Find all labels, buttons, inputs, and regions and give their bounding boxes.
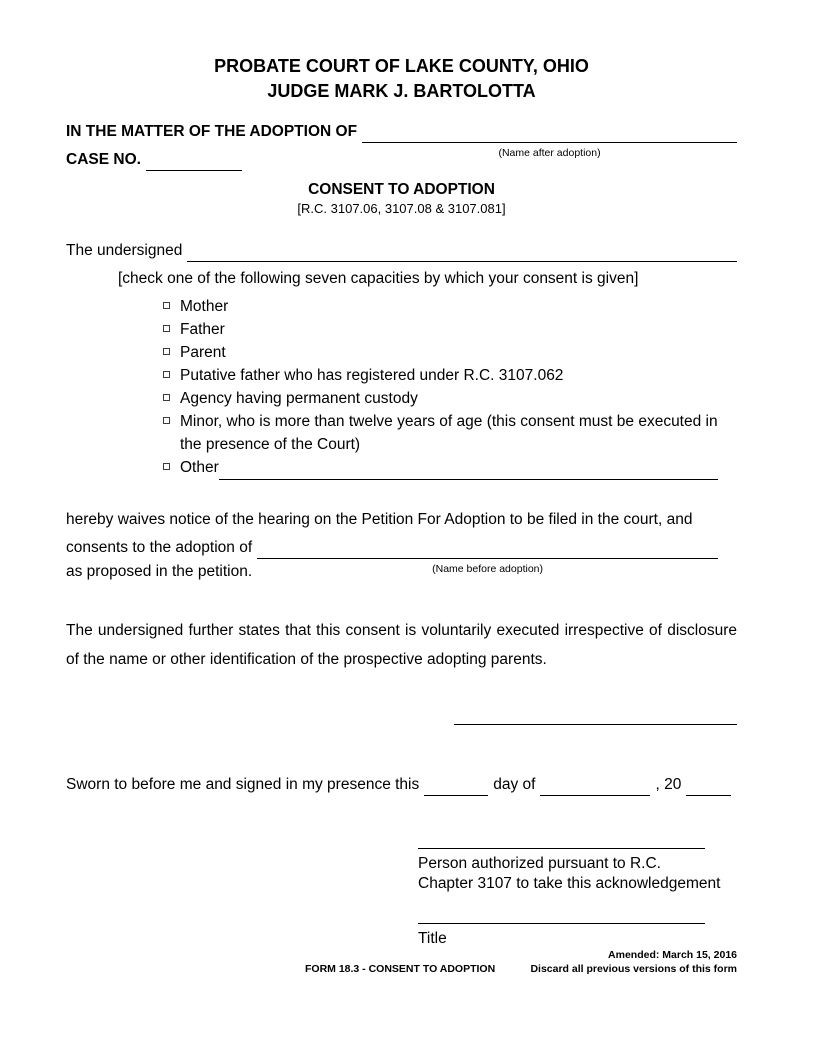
matter-label: IN THE MATTER OF THE ADOPTION OF <box>66 123 358 140</box>
voluntary-paragraph: The undersigned further states that this consent is voluntarily executed irrespective of disclosure of the name or other identification of the prospective adopting parents. <box>66 622 737 668</box>
checkbox-icon[interactable] <box>163 302 170 309</box>
sworn-statement <box>66 775 737 796</box>
checkbox-icon[interactable] <box>163 325 170 332</box>
capacity-label: Father <box>180 321 225 338</box>
other-capacity-field[interactable] <box>219 456 718 480</box>
footer-bottom-row <box>66 962 737 976</box>
checkbox-icon[interactable] <box>163 394 170 401</box>
capacity-label: Parent <box>180 344 226 361</box>
sworn-lead-text: Sworn to before me and signed in my presence this <box>66 776 420 793</box>
capacity-option-putative-father[interactable] <box>163 364 737 387</box>
discard-note: Discard all previous versions of this form <box>530 963 737 975</box>
capacity-option-agency[interactable] <box>163 387 737 410</box>
capacity-option-minor[interactable] <box>163 410 737 456</box>
case-no-field[interactable] <box>146 150 242 171</box>
authorized-caption-line2: Chapter 3107 to take this acknowledgement <box>418 874 721 892</box>
capacity-option-parent[interactable] <box>163 341 737 364</box>
capacity-label: Putative father who has registered under R.C. 3107.062 <box>180 367 564 384</box>
capacity-label: Other <box>180 459 219 476</box>
form-title-block <box>66 180 737 218</box>
judge-name: JUDGE MARK J. BARTOLOTTA <box>267 81 536 101</box>
capacity-label: Agency having permanent custody <box>180 390 418 407</box>
consenting-signature-line[interactable] <box>454 724 737 725</box>
form-number-label: FORM 18.3 - CONSENT TO ADOPTION <box>305 963 496 975</box>
capacity-option-other[interactable] <box>163 456 737 480</box>
name-before-caption: (Name before adoption) <box>432 563 544 575</box>
form-footer <box>66 948 737 976</box>
day-field[interactable] <box>424 775 488 796</box>
day-of-text: day of <box>493 776 536 793</box>
title-signature-line[interactable] <box>418 923 705 924</box>
form-title: CONSENT TO ADOPTION <box>308 181 495 198</box>
year-prefix-text: , 20 <box>655 776 682 793</box>
acknowledgement-block <box>418 848 737 949</box>
title-label: Title <box>418 930 447 947</box>
undersigned-label: The undersigned <box>66 242 183 259</box>
capacity-label: Minor, who is more than twelve years of age (this consent must be executed in the presence of the Court) <box>180 413 718 453</box>
undersigned-name-field[interactable] <box>187 241 737 262</box>
case-row <box>66 150 737 171</box>
consents-label: consents to the adoption of <box>66 539 253 556</box>
capacity-option-mother[interactable] <box>163 295 737 318</box>
capacity-option-father[interactable] <box>163 318 737 341</box>
checkbox-icon[interactable] <box>163 463 170 470</box>
matter-row <box>66 122 737 159</box>
statute-citation: [R.C. 3107.06, 3107.08 & 3107.081] <box>297 201 506 216</box>
authorized-caption-line1: Person authorized pursuant to R.C. <box>418 855 661 872</box>
checkbox-icon[interactable] <box>163 417 170 424</box>
checkbox-icon[interactable] <box>163 348 170 355</box>
court-header <box>66 54 737 104</box>
adoption-name-field[interactable] <box>362 122 737 159</box>
court-name: PROBATE COURT OF LAKE COUNTY, OHIO <box>214 56 589 76</box>
capacity-label: Mother <box>180 298 229 315</box>
case-no-label: CASE NO. <box>66 151 141 168</box>
proposed-text: as proposed in the petition. <box>66 563 253 580</box>
waiver-paragraph: hereby waives notice of the hearing on the Petition For Adoption to be filed in the court, and <box>66 511 693 528</box>
amended-date: Amended: March 15, 2016 <box>608 949 737 961</box>
name-after-caption: (Name after adoption) <box>498 147 601 159</box>
month-field[interactable] <box>540 775 650 796</box>
adoptee-name-field[interactable] <box>257 538 718 575</box>
check-instruction: [check one of the following seven capacities by which your consent is given] <box>118 270 639 287</box>
authorized-signature-line[interactable] <box>418 848 705 849</box>
checkbox-icon[interactable] <box>163 371 170 378</box>
undersigned-row <box>66 241 737 262</box>
year-field[interactable] <box>686 775 731 796</box>
capacity-list <box>163 295 737 480</box>
